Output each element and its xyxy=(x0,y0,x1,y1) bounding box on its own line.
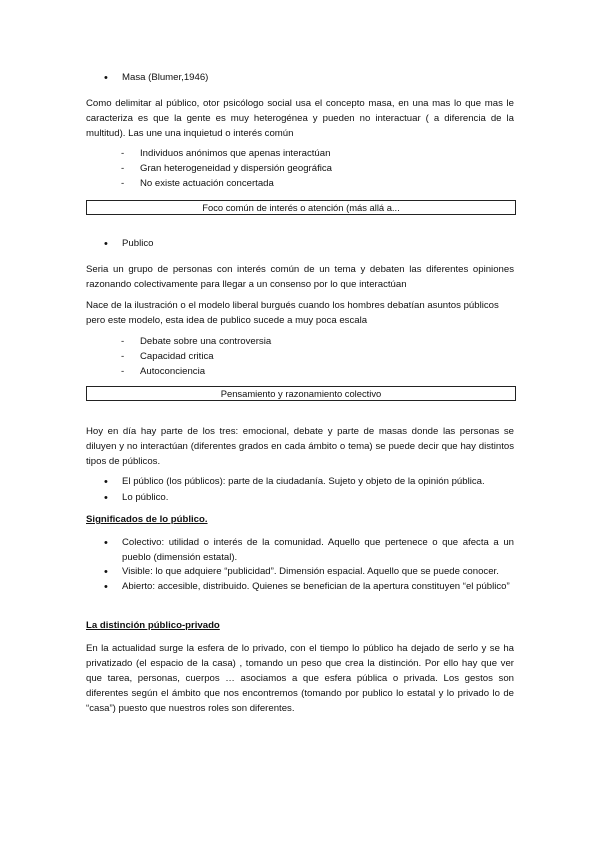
paragraph-distincion: En la actualidad surge la esfera de lo privado, con el tiempo lo público ha dejado de serlo y se ha privatizado (el espacio de la casa) , tomando un peso que crea la distinción. Por ello hay que ver que tarea, personas, cuerpos … asociamos a que esfera pública o privada. Los gestos son diferentes según el ámbito que nos encontremos (tomando por publico lo estatal y lo privado lo de “casa”) puesto que nuestros roles son diferentes. xyxy=(86,643,514,714)
bullet-masa xyxy=(104,72,208,83)
paragraph-hoy: Hoy en día hay parte de los tres: emocional, debate y parte de masas donde las personas se diluyen y no interactúan (diferentes grados en cada ámbito o tema) se puede decir que hay distintos tipos de públicos. xyxy=(86,426,514,467)
dash-item-text: Individuos anónimos que apenas interactúan xyxy=(140,148,331,159)
paragraph-masa: Como delimitar al público, otor psicólogo social usa el concepto masa, en una mas lo que mas le caracteriza es que la gente es muy heterogénea y pueden no interactuar ( a diferencia de la multitud). Las une una inquietud o interés común xyxy=(86,98,514,139)
dash-item-text: Autoconciencia xyxy=(140,366,206,377)
list-item: • El público (los públicos): parte de la ciudadanía. Sujeto y objeto de la opinión pública. xyxy=(104,475,514,490)
dash-item-text: Gran heterogeneidad y dispersión geográfica xyxy=(140,163,333,174)
dash-item-text: Debate sobre una controversia xyxy=(140,336,272,347)
list-hoy xyxy=(104,475,514,505)
dash-item xyxy=(121,163,332,174)
list-item: • Lo público. xyxy=(104,491,514,506)
dash-item xyxy=(121,336,271,347)
heading-significados: Significados de lo público. xyxy=(86,514,208,525)
bullet-publico-text: Publico xyxy=(122,238,154,249)
dash-item xyxy=(121,366,205,377)
dash-item xyxy=(121,178,274,189)
dash-item-text: Capacidad critica xyxy=(140,351,214,362)
list-item: • Colectivo: utilidad o interés de la comunidad. Aquello que pertenece o que afecta a un pueblo (dimensión estatal). xyxy=(104,536,514,565)
list-item: • Abierto: accesible, distribuido. Quienes se benefician de la apertura constituyen “el público” xyxy=(104,580,514,595)
dash-item xyxy=(121,351,214,362)
paragraph-publico-1: Seria un grupo de personas con interés común de un tema y debaten las diferentes opiniones razonando colectivamente para llegar a un consenso por lo que interactúan xyxy=(86,264,514,290)
boxed-note-publico: Pensamiento y razonamiento colectivo xyxy=(86,386,516,401)
bullet-masa-text: Masa (Blumer,1946) xyxy=(122,72,209,83)
boxed-note-masa: Foco común de interés o atención (más allá a... xyxy=(86,200,516,215)
list-significados xyxy=(104,536,514,594)
paragraph-publico-2: Nace de la ilustración o el modelo liberal burgués cuando los hombres debatían asuntos públicos pero este modelo, esta idea de publico sucede a muy poca escala xyxy=(86,300,499,326)
dash-item xyxy=(121,148,330,159)
dash-item-text: No existe actuación concertada xyxy=(140,178,274,189)
heading-distincion: La distinción público-privado xyxy=(86,620,220,631)
list-item: • Visible: lo que adquiere “publicidad”. Dimensión espacial. Aquello que se puede conocer. xyxy=(104,565,514,580)
bullet-publico xyxy=(104,238,153,249)
